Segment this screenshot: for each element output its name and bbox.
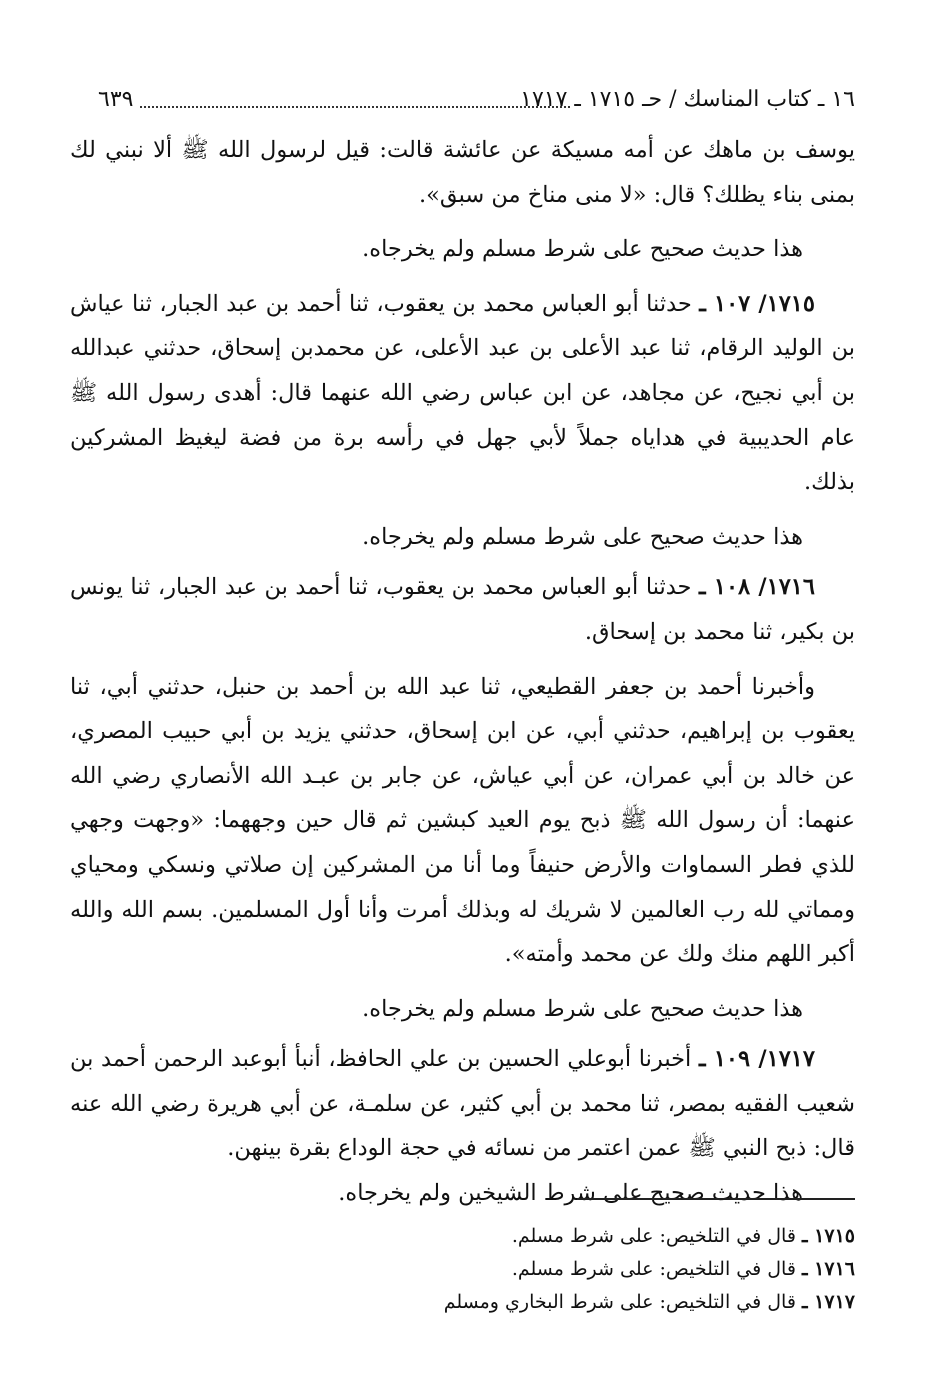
paragraph-text: وأخبرنا أحمد بن جعفر القطيعي، ثنا عبد الله بن أحمد بن حنبل، حدثني أبي، ثنا يعقوب بن إبراهيم، حدثني أبي، عن ابن إسحاق، حدثني يزيد بن أبي حبيب المصري، عن خالد بن أبي عمران، عن أبي عياش، عن جابر بن عبـد الله الأنصاري رضي الله عنهما: أن رسول الله ﷺ ذبح يوم العيد كبشين ثم قال حين وجههما: «وجهت وجهي للذي فطر السماوات والأرض حنيفاً وما أنا من المشركين إن صلاتي ونسكي ومحياي ومماتي لله رب العالمين لا شريك له وبذلك أمرت وأنا أول المسلمين. بسم الله والله أكبر اللهم منك ولك عن محمد وأمته». — [70, 673, 855, 968]
paragraph-text: حدثنا أبو العباس محمد بن يعقوب، ثنا أحمد بن عبد الجبار، ثنا يونس بن بكير، ثنا محمد بن إسحاق. — [70, 574, 855, 645]
grading-statement — [70, 515, 855, 560]
footnotes — [70, 1220, 855, 1319]
grading-statement — [70, 1171, 855, 1216]
hadith-1716-chain — [70, 665, 855, 977]
chapter-title: ١٦ ـ كتاب المناسك / حـ ١٧١٥ ـ ١٧١٧ — [520, 87, 855, 112]
paragraph-text: حدثنا أبو العباس محمد بن يعقوب، ثنا أحمد بن عبد الجبار، ثنا عياش بن الوليد الرقام، ثنا عبد الأعلى بن عبد الأعلى، عن محمدبن إسحاق، حدثني عبدالله بن أبي نجيح، عن مجاهد، عن ابن عباس رضي الله عنهما قال: أهدى رسول الله ﷺ عام الحديبية في هداياه جملاً لأبي جهل في رأسه برة من فضة ليغيظ المشركين بذلك. — [70, 290, 855, 496]
paragraph-text: هذا حديث صحيح على شرط الشيخين ولم يخرجاه. — [338, 1180, 803, 1207]
footnote-item — [70, 1286, 855, 1319]
paragraph-text: هذا حديث صحيح على شرط مسلم ولم يخرجاه. — [362, 995, 803, 1022]
leader-dots — [140, 106, 570, 108]
paragraph-continuation — [70, 128, 855, 217]
footnote-number: ١٧١٥ ـ — [801, 1225, 855, 1247]
paragraph-text: يوسف بن ماهك عن أمه مسيكة عن عائشة قالت: قيل لرسول الله ﷺ ألا نبني لك بمنى بناء يظلك؟ قال: «لا منى مناخ من سبق». — [70, 137, 855, 208]
hadith-1717 — [70, 1037, 855, 1171]
footnote-separator — [577, 1198, 855, 1200]
footnote-number: ١٧١٧ ـ — [801, 1291, 855, 1313]
hadith-1716 — [70, 565, 855, 654]
book-page — [70, 70, 855, 1370]
footnote-text: قال في التلخيص: على شرط البخاري ومسلم — [443, 1291, 796, 1313]
footnote-text: قال في التلخيص: على شرط مسلم. — [511, 1258, 796, 1280]
paragraph-text: أخبرنا أبوعلي الحسين بن علي الحافظ، أنبأ أبوعبد الرحمن أحمد بن شعيب الفقيه بمصر، ثنا محمد بن أبي كثير، عن سلمـة، عن أبي هريرة رضي الله عنه قال: ذبح النبي ﷺ عمن اعتمر من نسائه في حجة الوداع بقرة بينهن. — [70, 1046, 855, 1162]
hadith-1715 — [70, 282, 855, 505]
footnote-item — [70, 1253, 855, 1286]
footnote-text: قال في التلخيص: على شرط مسلم. — [511, 1225, 796, 1247]
main-text — [70, 128, 855, 1222]
hadith-number: ١٧١٦/ ١٠٨ ـ — [699, 574, 815, 601]
grading-statement — [70, 227, 855, 272]
running-head — [70, 82, 855, 118]
footnote-number: ١٧١٦ ـ — [801, 1258, 855, 1280]
footnote-item — [70, 1220, 855, 1253]
hadith-number: ١٧١٧/ ١٠٩ ـ — [698, 1046, 815, 1073]
page-number: ٦٣٩ — [98, 87, 134, 112]
grading-statement — [70, 987, 855, 1032]
paragraph-text: هذا حديث صحيح على شرط مسلم ولم يخرجاه. — [362, 523, 803, 550]
paragraph-text: هذا حديث صحيح على شرط مسلم ولم يخرجاه. — [362, 236, 803, 263]
hadith-number: ١٧١٥/ ١٠٧ ـ — [699, 290, 815, 317]
